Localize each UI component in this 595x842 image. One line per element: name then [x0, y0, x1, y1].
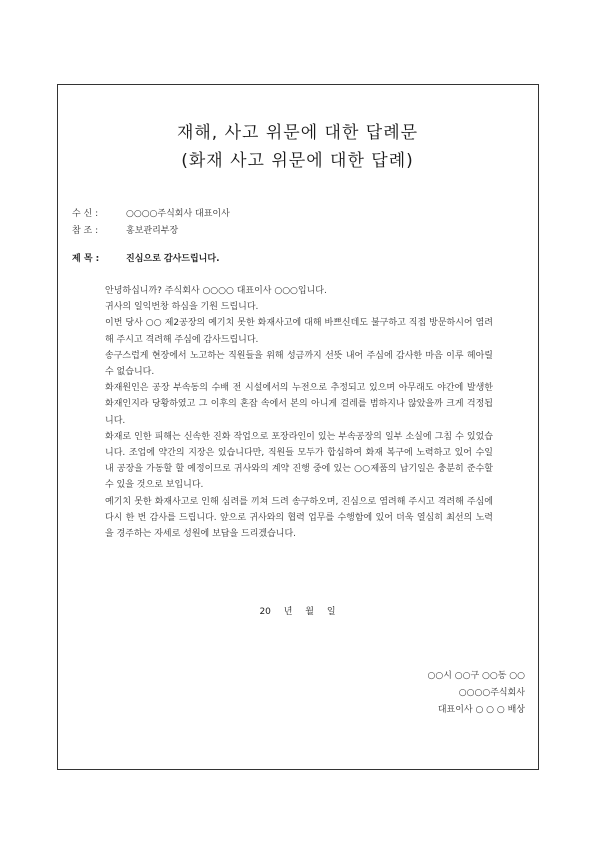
sender-company: ○○○○주식회사 — [458, 688, 525, 698]
recipient-label: 수 신 : — [72, 209, 99, 219]
body-paragraph: 송구스럽게 현장에서 노고하는 직원들을 위해 성금까지 선뜻 내어 주심에 감사한 마음 이루 헤아릴 수 없습니다. — [105, 350, 493, 378]
subject-label: 제 목 : — [72, 254, 100, 264]
letter-title: 재해, 사고 위문에 대한 답례문 — [176, 123, 419, 143]
sender-address: ○○시 ○○구 ○○동 ○○ — [427, 671, 525, 681]
body-paragraph: 화재원인은 공장 부속동의 수배 전 시설에서의 누전으로 추정되고 있으며 아무래도 야간에 발생한 화재인지라 당황하였고 그 이후의 혼잡 속에서 본의 아니게 걸레를 범하지나 않았을까 크게 걱정됩니다. — [105, 383, 493, 426]
recipient-line — [72, 206, 230, 219]
body-paragraph: 이번 당사 ○○ 제2공장의 예기치 못한 화재사고에 대해 바쁘신데도 불구하고 직접 방문하시어 염려해 주시고 격려해 주심에 감사드립니다. — [105, 318, 493, 345]
body-paragraph: 화재로 인한 피해는 신속한 진화 작업으로 포장라인이 있는 부속공장의 일부 소실에 그침 수 있었습니다. 조업에 약간의 지장은 있습니다만, 직원들 모두가 합심하여 화재 복구에 노력하고 있어 수일 내 공장을 가동할 할 예정이므로 귀사와의 계약 진행 중에 있는 ○○제품의 납기일은 충분히 준수할 수 있을 것으로 보입니다. — [105, 431, 493, 491]
reference-label: 참 조 : — [72, 226, 99, 236]
subject-value: 진심으로 감사드립니다. — [126, 254, 220, 264]
reference-line — [72, 223, 178, 236]
body-paragraph: 예기치 못한 화재사고로 인해 심려를 끼쳐 드려 송구하오며, 진심으로 염려해 주시고 격려해 주심에 다시 한 번 감사를 드립니다. 앞으로 귀사와의 협력 업무를 수행함에 있어 더욱 열심히 최선의 노력을 경주하는 자세로 성원에 보답을 드리겠습니다. — [105, 496, 493, 540]
body-paragraph: 안녕하십니까? 주식회사 ○○○○ 대표이사 ○○○입니다. — [105, 286, 327, 296]
letter-body — [105, 283, 493, 542]
letter-subtitle: (화재 사고 위문에 대한 답례) — [181, 151, 414, 171]
reference-value: 홍보관리부장 — [126, 226, 179, 236]
subject-line — [72, 251, 220, 264]
letter-date: 20 년 월 일 — [259, 607, 336, 617]
recipient-value: ○○○○주식회사 대표이사 — [126, 209, 230, 219]
sender-signature: 대표이사 ○ ○ ○ 배상 — [437, 705, 525, 715]
body-paragraph: 귀사의 일익번창 하심을 기원 드립니다. — [105, 302, 259, 313]
